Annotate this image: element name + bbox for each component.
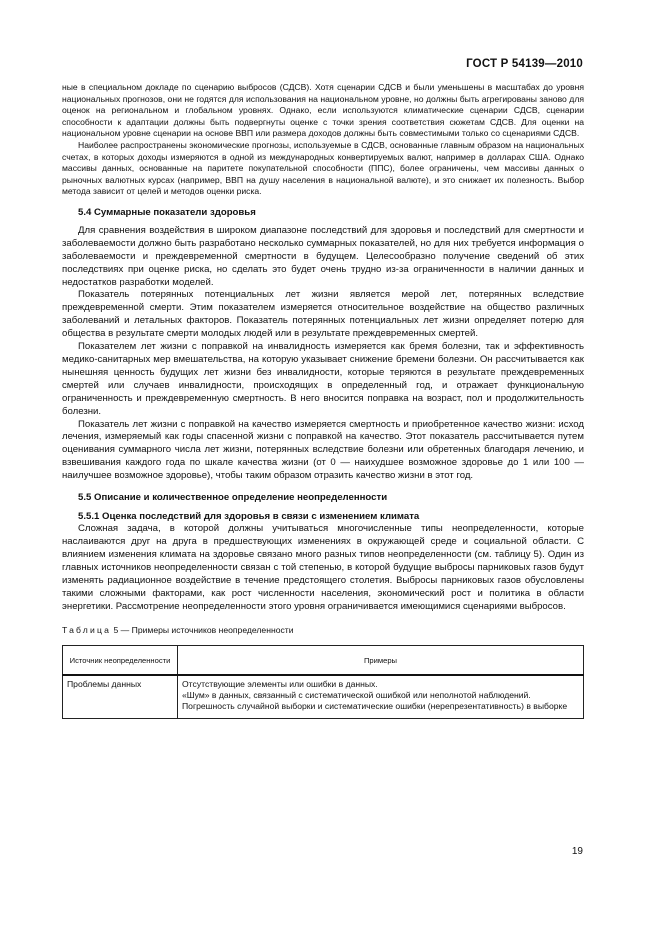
subsection-heading-5-5-1: 5.5.1 Оценка последствий для здоровья в связи с изменением климата	[78, 511, 420, 523]
section-heading-5-4: 5.4 Суммарные показатели здоровья	[78, 206, 256, 218]
uncertainty-sources-table	[62, 645, 584, 719]
page-number: 19	[571, 846, 583, 857]
paragraph: Показатель лет жизни с поправкой на качество измеряется смертность и приобретенное качество жизни: исход лечения, измеряемый как годы спасенной жизни с поправкой на качество. Этот показатель рассчитывается путем оценивания суммарного числа лет жизни, потерянных вследствие болезни или обретенных благодаря лечению, и взвешивания каждого года по шкале качества жизни (от 0 — наихудшее возможное здоровье до 1 или 100 — наилучшее возможное здоровье), чтобы таким образом отразить качество жизни в этот год.	[62, 418, 584, 482]
paragraph: Показатель потерянных потенциальных лет жизни является мерой лет, потерянных вследствие преждевременной смерти. Этим показателем измеряется относительное воздействие на общество различных заболеваний и летальных факторов. Показатель потерянных потенциальных лет жизни определяет потерю для общества в результате смерти молодых людей или в результате преждевременных смертей.	[62, 289, 584, 340]
paragraph: ные в специальном докладе по сценарию выбросов (СДСВ). Хотя сценарии СДСВ и были уменьшены в масштабах до уровня национальных прогнозов, они не годятся для использования на национальном уровне, но должны быть агрегированы заново для оценок на региональном и глобальном уровнях. Однако, если используются климатические сценарии СДСВ, сценарии способности к адаптации должны быть подвергнуты оценке с точки зрения соответствия сюжетам СДСВ. Для оценки на национальном уровне сценарии на основе ВВП или размера доходов должны быть совместимыми только со сценариями СДСВ.	[62, 82, 584, 139]
paragraph: Сложная задача, в которой должны учитываться многочисленные типы неопределенности, которые наслаиваются друг на друга в предшествующих изменениях в окружающей среде и социальной области. С влиянием изменения климата на здоровье связано много разных типов неопределенности (см. таблицу 5). Один из главных источников неопределенности связан с той степенью, в которой будущие выбросы парниковых газов будут изменять радиационное воздействие в течение предстоящего столетия. Выбросы парниковых газов обусловлены такими сложными факторами, как рост численности населения, экономический рост и политика в области энергетики. Рассмотрение неопределенности этого уровня ограничивается имеющимися сценариями выбросов.	[62, 523, 584, 612]
table-caption	[62, 625, 584, 635]
table-caption-label: Таблица	[62, 625, 112, 636]
table-cell-source: Проблемы данных	[63, 675, 178, 719]
paragraph: Наиболее распространены экономические прогнозы, используемые в СДСВ, основанные главным образом на национальных счетах, в которых доходы измеряются в одной из международных конвертируемых валют, например в долларах США. Однако массивы данных, основанные на паритете покупательной способности (ППС), более ограничены, чем массивы данных о рыночных валютных курсах (например, ВВП на душу населения в национальной валюте), и это снижает их полезность. Выбор метода зависит от целей и методов оценки риска.	[62, 139, 584, 197]
example-item: Отсутствующие элементы или ошибки в данных.	[182, 679, 378, 690]
example-item: Погрешность случайной выборки и систематические ошибки (нерепрезентативность) в выборке	[182, 701, 568, 712]
paragraph: Для сравнения воздействия в широком диапазоне последствий для здоровья и последствий для смертности и заболеваемости должно быть разработано несколько суммарных показателей, но для них требуется информация о заболеваемости и преждевременной смертности в будущем. Целесообразно получение сведений об этих последствиях при оценке риска, но сделать это будет очень трудно из-за ограниченности в наличии данных и недостатков разработки моделей.	[62, 224, 584, 288]
table-cell-examples	[178, 675, 584, 719]
document-id: ГОСТ Р 54139—2010	[466, 58, 583, 70]
table-row	[63, 675, 584, 719]
table-caption-text: 5 — Примеры источников неопределенности	[113, 625, 294, 636]
column-header-source: Источник неопределенности	[63, 646, 178, 676]
column-header-examples: Примеры	[178, 646, 584, 676]
page-content	[62, 82, 584, 719]
example-item: «Шум» в данных, связанный с систематической ошибкой или неполнотой наблюдений.	[182, 690, 531, 701]
paragraph: Показателем лет жизни с поправкой на инвалидность измеряется как бремя болезни, так и эффективность медико-санитарных мер вмешательства, на которую указывает снижение бремени болезни. Он рассчитывается как нынешняя ценность будущих лет жизни без инвалидности, которые теряются в результате преждевременных смертей или случаев инвалидности, происходящих в определенный год, и отражает функциональную ограниченность и преждевременную смертность. В него вносится поправка на возраст, пол и продолжительность болезни.	[62, 341, 584, 417]
table-header-row	[63, 646, 584, 676]
section-heading-5-5: 5.5 Описание и количественное определение неопределенности	[78, 492, 388, 504]
